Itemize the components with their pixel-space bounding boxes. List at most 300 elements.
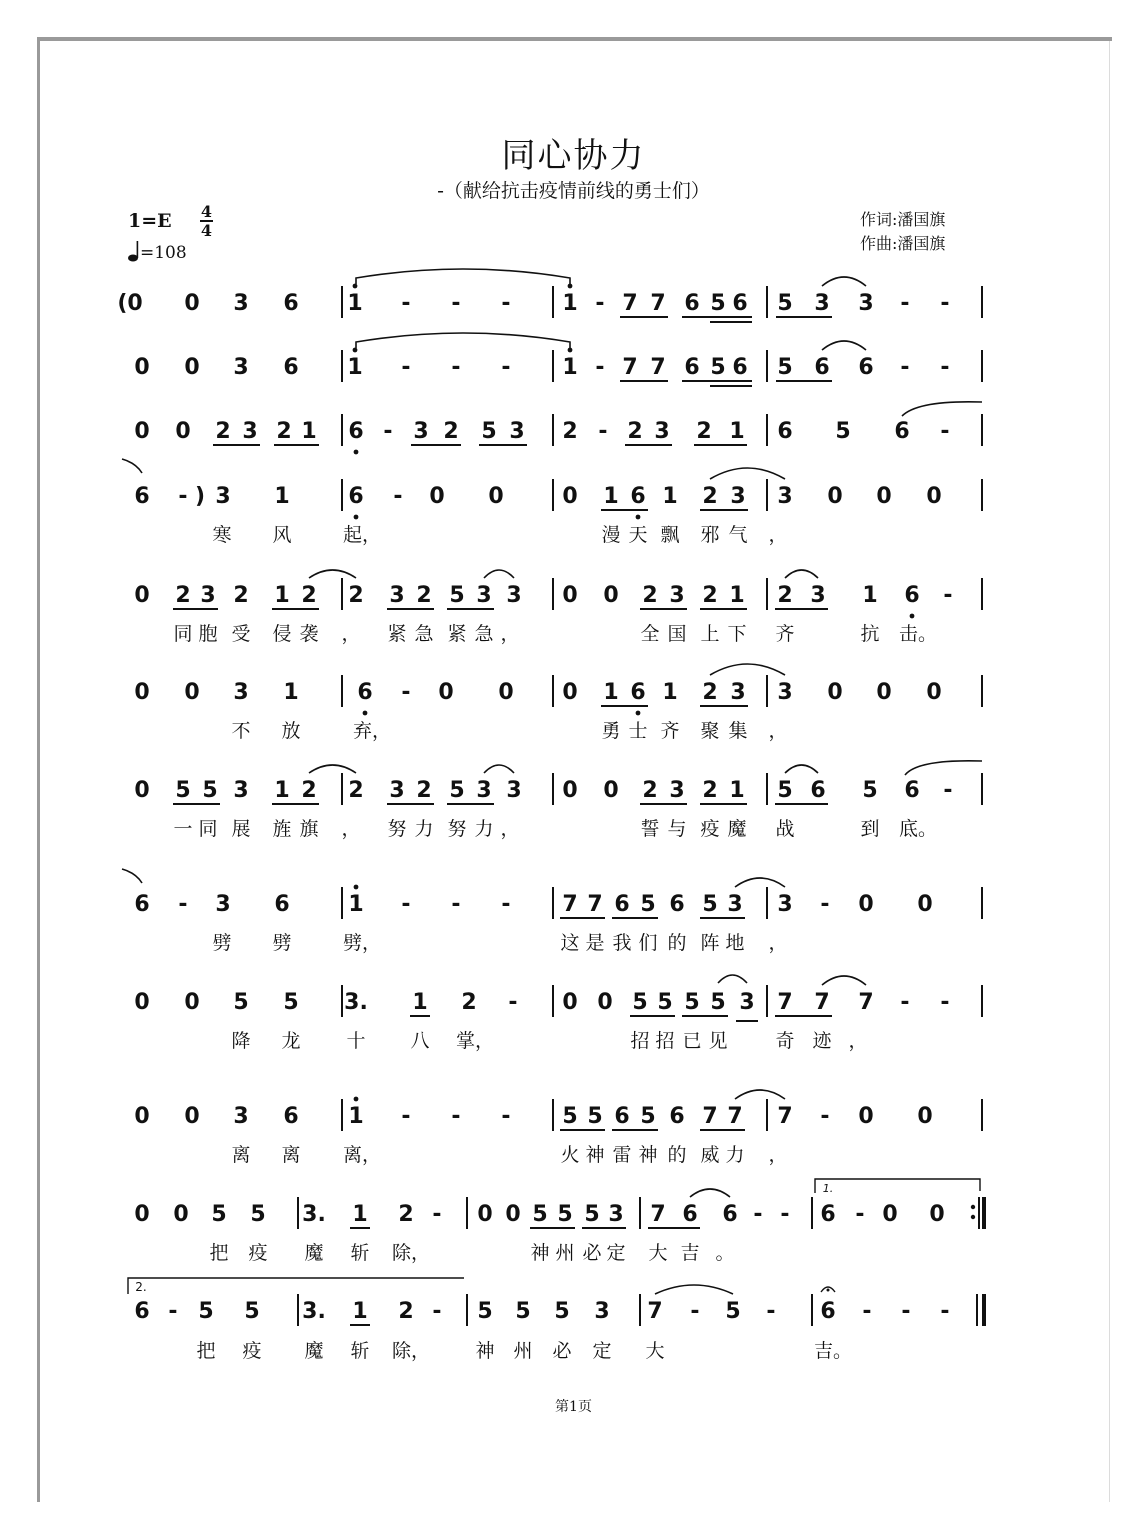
- note: 3: [730, 484, 746, 509]
- note: 0: [929, 1202, 945, 1227]
- note: 6: [614, 1104, 630, 1129]
- note: 5: [562, 1104, 578, 1129]
- note: 0: [134, 778, 150, 803]
- slur: [822, 277, 866, 286]
- page-number: 第1页: [555, 1399, 592, 1415]
- note: 6: [904, 583, 920, 608]
- note: 3: [739, 990, 755, 1015]
- note-high-1: 1: [348, 1104, 364, 1129]
- lyric-syllable: 州: [555, 1242, 575, 1264]
- lyric-syllable: 疫: [248, 1242, 268, 1264]
- note: 2: [348, 778, 364, 803]
- note: 3: [654, 419, 670, 444]
- note: (0: [117, 291, 143, 316]
- note: 0: [173, 1202, 189, 1227]
- lyric-syllable: 旗: [299, 818, 319, 840]
- note: 0: [876, 680, 892, 705]
- lyric-syllable: 袭: [299, 623, 319, 645]
- note: 1: [662, 484, 678, 509]
- note: 6: [348, 484, 364, 509]
- note: 3.: [302, 1299, 326, 1324]
- note: 6: [904, 778, 920, 803]
- note: 1: [274, 583, 290, 608]
- note: 6: [777, 419, 793, 444]
- lyric-syllable: ，: [341, 623, 361, 645]
- lyric-syllable: 紧: [447, 623, 467, 645]
- lyric-syllable: 风: [272, 524, 292, 546]
- note: 6: [858, 355, 874, 380]
- lyric-syllable: 放: [281, 720, 301, 742]
- dash-extension: -: [940, 990, 950, 1015]
- dash-extension: -: [940, 291, 950, 316]
- note: 0: [184, 291, 200, 316]
- note: ): [194, 484, 206, 509]
- note: 2: [443, 419, 459, 444]
- lyric-syllable: 吉: [680, 1242, 700, 1264]
- slur: [309, 765, 356, 773]
- note: 1: [603, 680, 619, 705]
- note: 5: [554, 1299, 570, 1324]
- note: 3: [509, 419, 525, 444]
- slur: [484, 570, 514, 578]
- note: 0: [184, 990, 200, 1015]
- note: 6: [274, 892, 290, 917]
- note: 3: [233, 680, 249, 705]
- volta-first-label: 1.: [822, 1182, 834, 1195]
- note: 3: [215, 892, 231, 917]
- dash-extension: -: [451, 355, 461, 380]
- note: 6: [814, 355, 830, 380]
- note: 3: [727, 892, 743, 917]
- octave-dot-high: [354, 885, 359, 890]
- lyric-syllable: 一: [173, 818, 193, 840]
- repeat-dot: [971, 1205, 975, 1209]
- note: 2: [627, 419, 643, 444]
- note: 7: [650, 291, 666, 316]
- note: 6: [134, 892, 150, 917]
- lyric-syllable: 州: [513, 1340, 533, 1362]
- note: 5: [283, 990, 299, 1015]
- note: 3: [476, 583, 492, 608]
- lyric-syllable: 士: [628, 720, 648, 742]
- dash-extension: -: [432, 1299, 442, 1324]
- note: 3: [242, 419, 258, 444]
- dash-extension: -: [940, 355, 950, 380]
- note: 7: [858, 990, 874, 1015]
- note: 1: [662, 680, 678, 705]
- dash-extension: -: [780, 1202, 790, 1227]
- lyric-syllable: 击。: [898, 623, 938, 645]
- lyric-syllable: 离: [231, 1144, 251, 1166]
- note: 0: [134, 419, 150, 444]
- lyric-syllable: 定: [606, 1242, 626, 1264]
- note: 5: [710, 291, 726, 316]
- note: 2: [416, 583, 432, 608]
- note: 2: [398, 1202, 414, 1227]
- note: 7: [777, 1104, 793, 1129]
- dash-extension: -: [432, 1202, 442, 1227]
- note: 6: [283, 355, 299, 380]
- note-high-1: 1: [347, 291, 363, 316]
- note: 0: [858, 1104, 874, 1129]
- dash-extension: -: [595, 355, 605, 380]
- note: 5: [702, 892, 718, 917]
- note: 3: [233, 355, 249, 380]
- lyric-syllable: 集: [728, 720, 748, 742]
- slur: [785, 765, 818, 773]
- note: 2: [642, 778, 658, 803]
- note: 5: [632, 990, 648, 1015]
- note: 5: [835, 419, 851, 444]
- lyric-syllable: 是: [585, 932, 605, 954]
- fermata-dot: [827, 1289, 830, 1292]
- time-signature-bottom: 4: [200, 221, 213, 240]
- note: 3.: [344, 990, 368, 1015]
- note: 0: [477, 1202, 493, 1227]
- lyric-syllable: 受: [231, 623, 251, 645]
- lyric-syllable: 必: [582, 1242, 602, 1264]
- lyric-syllable: 劈: [212, 932, 232, 954]
- dash-extension: -: [753, 1202, 763, 1227]
- lyric-syllable: 奇: [775, 1030, 795, 1052]
- dash-extension: -: [178, 892, 188, 917]
- note: 0: [562, 680, 578, 705]
- tie-cross-system: [122, 869, 142, 883]
- note: 5: [198, 1299, 214, 1324]
- lyric-syllable: 降: [231, 1030, 251, 1052]
- dash-extension: -: [401, 1104, 411, 1129]
- note: 6: [684, 291, 700, 316]
- lyric-syllable: 的: [667, 932, 687, 954]
- lyric-syllable: 齐: [660, 720, 680, 742]
- dash-extension: -: [690, 1299, 700, 1324]
- lyric-syllable: 离: [281, 1144, 301, 1166]
- note: 5: [862, 778, 878, 803]
- note: 6: [820, 1299, 836, 1324]
- lyric-syllable: ，: [848, 1030, 868, 1052]
- note: 3: [594, 1299, 610, 1324]
- lyric-syllable: 不: [231, 720, 251, 742]
- lyric-syllable: 抗: [860, 623, 880, 645]
- volta-second-label: 2.: [135, 1280, 147, 1294]
- note: 5: [250, 1202, 266, 1227]
- note-high-1: 1: [562, 355, 578, 380]
- slur: [735, 878, 785, 887]
- note: 6: [630, 484, 646, 509]
- note: 3: [389, 778, 405, 803]
- note: 5: [710, 355, 726, 380]
- note: 1: [729, 778, 745, 803]
- note: 7: [650, 355, 666, 380]
- note: 0: [827, 680, 843, 705]
- note: 2: [562, 419, 578, 444]
- note: 5: [710, 990, 726, 1015]
- note: 6: [810, 778, 826, 803]
- dash-extension: -: [393, 484, 403, 509]
- tie-long: [356, 269, 570, 284]
- lyric-syllable: 招: [630, 1030, 650, 1052]
- dash-extension: -: [940, 419, 950, 444]
- dash-extension: -: [501, 1104, 511, 1129]
- note: 0: [134, 1202, 150, 1227]
- note: 6: [894, 419, 910, 444]
- time-signature-top: 4: [200, 202, 213, 221]
- note: 0: [184, 680, 200, 705]
- note: 1: [301, 419, 317, 444]
- note: 6: [669, 892, 685, 917]
- note: 3: [233, 778, 249, 803]
- lyric-syllable: 聚: [700, 720, 720, 742]
- lyric-syllable: 急: [414, 623, 434, 645]
- note: 3: [669, 778, 685, 803]
- note: 3: [200, 583, 216, 608]
- lyric-syllable: 侵: [272, 623, 292, 645]
- note: 0: [876, 484, 892, 509]
- lyric-syllable: 漫: [601, 524, 621, 546]
- lyric-syllable: 龙: [281, 1030, 301, 1052]
- note-high-1: 1: [347, 355, 363, 380]
- note: 0: [134, 1104, 150, 1129]
- note-high-1: 1: [348, 892, 364, 917]
- lyric-syllable: 同: [198, 818, 218, 840]
- lyric-syllable: 斩: [350, 1340, 370, 1362]
- note: 0: [603, 778, 619, 803]
- note: 6: [357, 680, 373, 705]
- note: 6: [283, 291, 299, 316]
- lyric-syllable: 八: [410, 1030, 430, 1052]
- note: 0: [562, 583, 578, 608]
- lyric-syllable: 气: [728, 524, 748, 546]
- lyric-syllable: 力: [725, 1144, 745, 1166]
- lyric-syllable: 定: [592, 1340, 612, 1362]
- lyric-syllable: 到: [860, 818, 880, 840]
- note: 3: [777, 892, 793, 917]
- lyric-syllable: 全: [640, 623, 660, 645]
- slur: [718, 975, 747, 983]
- note: 5: [557, 1202, 573, 1227]
- note: 1: [283, 680, 299, 705]
- note: 0: [488, 484, 504, 509]
- octave-dot-high: [568, 284, 573, 289]
- tempo-value: =108: [140, 243, 187, 263]
- lyric-syllable: ，: [341, 818, 361, 840]
- note: 0: [926, 680, 942, 705]
- dash-extension: -: [508, 990, 518, 1015]
- note: 5: [532, 1202, 548, 1227]
- note: 5: [584, 1202, 600, 1227]
- note: 2: [301, 778, 317, 803]
- note: 0: [134, 355, 150, 380]
- note: 2: [175, 583, 191, 608]
- note: 5: [244, 1299, 260, 1324]
- note: 0: [562, 778, 578, 803]
- dash-extension: -: [820, 892, 830, 917]
- slur: [655, 1285, 733, 1294]
- volta-first-bracket: [815, 1179, 980, 1193]
- lyric-syllable: 见: [708, 1030, 728, 1052]
- note: 0: [917, 1104, 933, 1129]
- lyric-syllable: 魔: [304, 1242, 324, 1264]
- lyric-syllable: 神: [475, 1340, 495, 1362]
- note: 5: [175, 778, 191, 803]
- lyric-syllable: ，: [768, 932, 788, 954]
- octave-dot-high: [353, 284, 358, 289]
- lyric-syllable: 力: [414, 818, 434, 840]
- lyric-syllable: 勇: [601, 720, 621, 742]
- note: 2: [642, 583, 658, 608]
- note: 2: [696, 419, 712, 444]
- tie-long: [356, 333, 570, 348]
- slur: [785, 570, 818, 578]
- lyric-syllable: 同: [173, 623, 193, 645]
- note: 2: [233, 583, 249, 608]
- slur: [484, 765, 514, 773]
- note: 0: [827, 484, 843, 509]
- lyric-syllable: 已: [682, 1030, 702, 1052]
- slur: [822, 976, 866, 985]
- dash-extension: -: [401, 291, 411, 316]
- lyric-syllable: 魔: [304, 1340, 324, 1362]
- lyric-syllable: ，: [768, 524, 788, 546]
- lyricist-credit: 作词:潘国旗: [860, 210, 946, 229]
- note: 3: [814, 291, 830, 316]
- note: 1: [412, 990, 428, 1015]
- note: 6: [682, 1202, 698, 1227]
- lyric-syllable: 十: [346, 1030, 366, 1052]
- dash-extension: -: [401, 680, 411, 705]
- note: 1: [729, 583, 745, 608]
- tie-cross-system: [122, 459, 142, 473]
- note: 6: [669, 1104, 685, 1129]
- lyric-syllable: 急: [474, 623, 494, 645]
- note: 2: [777, 583, 793, 608]
- lyric-syllable: 战: [775, 818, 795, 840]
- note: 5: [777, 291, 793, 316]
- note: 5: [657, 990, 673, 1015]
- note: 7: [587, 892, 603, 917]
- note: 5: [777, 778, 793, 803]
- lyric-syllable: 必: [552, 1340, 572, 1362]
- note: 3: [476, 778, 492, 803]
- note: 1: [729, 419, 745, 444]
- lyric-syllable: 旌: [272, 818, 292, 840]
- note: 0: [917, 892, 933, 917]
- note: 7: [727, 1104, 743, 1129]
- note: 2: [702, 680, 718, 705]
- octave-dot-high: [353, 348, 358, 353]
- lyric-syllable: 魔: [727, 818, 747, 840]
- note: 0: [597, 990, 613, 1015]
- note: 6: [820, 1202, 836, 1227]
- octave-dot-low: [354, 450, 359, 455]
- note: 2: [215, 419, 231, 444]
- lyric-syllable: 神: [530, 1242, 550, 1264]
- song-subtitle: -（献给抗击疫情前线的勇士们）: [437, 180, 710, 202]
- lyric-syllable: 疫: [242, 1340, 262, 1362]
- note: 0: [134, 583, 150, 608]
- note: 0: [134, 990, 150, 1015]
- lyric-syllable: ，: [500, 623, 520, 645]
- lyric-syllable: 劈，: [342, 932, 382, 954]
- lyric-syllable: 。: [715, 1242, 735, 1264]
- dash-extension: -: [401, 892, 411, 917]
- lyric-syllable: 国: [667, 623, 687, 645]
- octave-dot-low: [910, 614, 915, 619]
- note: 0: [438, 680, 454, 705]
- note: 0: [858, 892, 874, 917]
- lyric-syllable: 阵: [700, 932, 720, 954]
- lyric-syllable: 疫: [700, 818, 720, 840]
- note: 6: [283, 1104, 299, 1129]
- lyric-syllable: 掌，: [455, 1030, 495, 1052]
- lyric-syllable: 把: [196, 1340, 216, 1362]
- note: 3: [233, 1104, 249, 1129]
- note: 5: [477, 1299, 493, 1324]
- octave-dot-low: [354, 515, 359, 520]
- lyric-syllable: 斩: [350, 1242, 370, 1264]
- dash-extension: -: [168, 1299, 178, 1324]
- note: 6: [684, 355, 700, 380]
- lyric-syllable: 的: [667, 1144, 687, 1166]
- note: 5: [515, 1299, 531, 1324]
- note: 1: [352, 1202, 368, 1227]
- note: 3: [777, 680, 793, 705]
- slur: [309, 570, 356, 578]
- octave-dot-low: [363, 711, 368, 716]
- note: 2: [702, 583, 718, 608]
- note: 7: [777, 990, 793, 1015]
- lyric-syllable: 火: [560, 1144, 580, 1166]
- volta-second-bracket: [128, 1278, 464, 1294]
- note: 3: [669, 583, 685, 608]
- note: 5: [481, 419, 497, 444]
- note: 1: [274, 778, 290, 803]
- song-title: 同心协力: [501, 136, 646, 176]
- note: 2: [702, 778, 718, 803]
- note: 7: [647, 1299, 663, 1324]
- octave-dot-low: [636, 515, 641, 520]
- note: 3: [413, 419, 429, 444]
- dash-extension: -: [401, 355, 411, 380]
- note: 3: [389, 583, 405, 608]
- note: 3: [506, 583, 522, 608]
- note: 5: [449, 583, 465, 608]
- octave-dot-high: [568, 348, 573, 353]
- lyric-syllable: 离，: [342, 1144, 382, 1166]
- note: 5: [449, 778, 465, 803]
- note: 0: [562, 484, 578, 509]
- lyric-syllable: 誓: [640, 818, 660, 840]
- dash-extension: -: [943, 778, 953, 803]
- note: 0: [498, 680, 514, 705]
- note: 2: [398, 1299, 414, 1324]
- note: 5: [640, 1104, 656, 1129]
- note: 6: [348, 419, 364, 444]
- note: 3: [858, 291, 874, 316]
- note: 0: [184, 1104, 200, 1129]
- dash-extension: -: [766, 1299, 776, 1324]
- note: 6: [722, 1202, 738, 1227]
- repeat-dot: [971, 1215, 975, 1219]
- dash-extension: -: [862, 1299, 872, 1324]
- tie-cross-system: [905, 761, 982, 775]
- note: 3: [215, 484, 231, 509]
- note: 5: [211, 1202, 227, 1227]
- dash-extension: -: [598, 419, 608, 444]
- lyric-syllable: 神: [638, 1144, 658, 1166]
- note: 7: [702, 1104, 718, 1129]
- note: 0: [175, 419, 191, 444]
